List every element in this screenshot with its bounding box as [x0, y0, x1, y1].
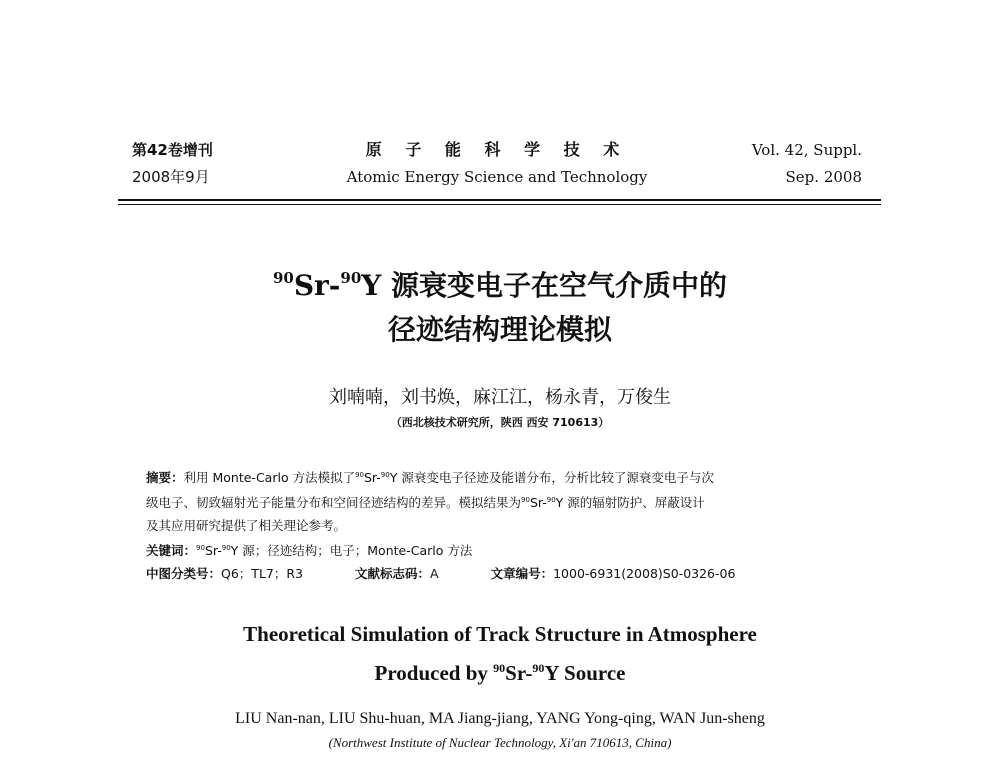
volume-cn: 第42卷增刊	[132, 141, 213, 159]
title-en-sup1: 90	[493, 661, 506, 675]
abstract-text-1b: Y 源衰变电子径迹及能谱分布，分析比较了源衰变电子与次	[389, 470, 714, 485]
journal-name-en: Atomic Energy Science and Technology	[346, 168, 648, 186]
clc-value: Q6；TL7；R3	[221, 566, 303, 581]
clc-label: 中图分类号：	[146, 566, 222, 581]
keywords-label: 关键词：	[146, 543, 197, 558]
title-cn-line1: 源衰变电子在空气介质中的	[381, 269, 728, 302]
journal-name-cn: 原 子 能 科 学 技 术	[365, 140, 629, 159]
title-english	[0, 617, 1000, 690]
keywords-sup1: 90	[196, 544, 205, 552]
title-cn-line2: 径迹结构理论模拟	[387, 313, 612, 346]
authors-chinese: 刘喃喃，刘书焕，麻江江，杨永青，万俊生	[329, 387, 671, 408]
abstract-line3: 及其应用研究提供了相关理论参考。	[146, 518, 347, 533]
title-cn-sup2: 90	[340, 269, 362, 287]
abstract-label: 摘要：	[146, 470, 184, 485]
date-cn: 2008年9月	[132, 168, 210, 186]
abstract-text-1a: 利用 Monte-Carlo 方法模拟了	[183, 470, 356, 485]
journal-header	[132, 140, 862, 190]
title-en-post: Y Source	[544, 661, 626, 685]
keywords-sr: Sr-	[204, 543, 222, 558]
abstract-block	[146, 464, 858, 585]
abstract-sup1: 90	[355, 471, 364, 479]
article-no-label: 文章编号：	[490, 566, 554, 581]
title-en-line1: Theoretical Simulation of Track Structure in Atmosphere	[243, 622, 757, 646]
abstract-sr: Sr-	[364, 470, 381, 485]
abstract-text-2a: 级电子、韧致辐射光子能量分布和空间径迹结构的差异。模拟结果为	[146, 495, 522, 510]
title-en-sup2: 90	[532, 661, 545, 675]
authors-english: LIU Nan-nan, LIU Shu-huan, MA Jiang-jiang, YANG Yong-qing, WAN Jun-sheng	[235, 710, 765, 727]
abstract-line2-sup1: 90	[521, 496, 530, 504]
title-cn-sr: Sr-	[293, 269, 341, 302]
abstract-line1	[146, 464, 858, 489]
abstract-text-2b: Y 源的辐射防护、屏蔽设计	[555, 495, 705, 510]
classification-line	[146, 562, 858, 585]
volume-en: Vol. 42, Suppl.	[751, 141, 862, 159]
abstract-line2	[146, 489, 858, 514]
header-rule-thin	[118, 204, 881, 205]
doc-code-label: 文献标志码：	[355, 566, 431, 581]
article-no-value: 1000-6931(2008)S0-0326-06	[553, 566, 736, 581]
title-cn-y: Y	[361, 269, 382, 302]
keywords-text: Y 源；径迹结构；电子；Monte-Carlo 方法	[230, 543, 473, 558]
affiliation-chinese: （西北核技术研究所，陕西 西安 710613）	[390, 416, 610, 429]
affiliation-english: (Northwest Institute of Nuclear Technology, Xi'an 710613, China)	[328, 735, 672, 750]
title-en-pre: Produced by	[374, 661, 494, 685]
keywords-line	[146, 537, 858, 562]
header-rule-thick	[118, 199, 881, 201]
keywords-sup2: 90	[221, 544, 231, 552]
abstract-sup2: 90	[380, 471, 390, 479]
abstract-line2-sr: Sr-	[529, 495, 547, 510]
title-en-line2	[0, 651, 1000, 690]
doc-code-value: A	[430, 566, 439, 581]
title-en-sr: Sr-	[505, 661, 533, 685]
abstract-line2-sup2: 90	[546, 496, 556, 504]
title-chinese	[0, 258, 1000, 350]
date-en: Sep. 2008	[785, 168, 862, 186]
title-cn-sup1: 90	[272, 269, 294, 287]
